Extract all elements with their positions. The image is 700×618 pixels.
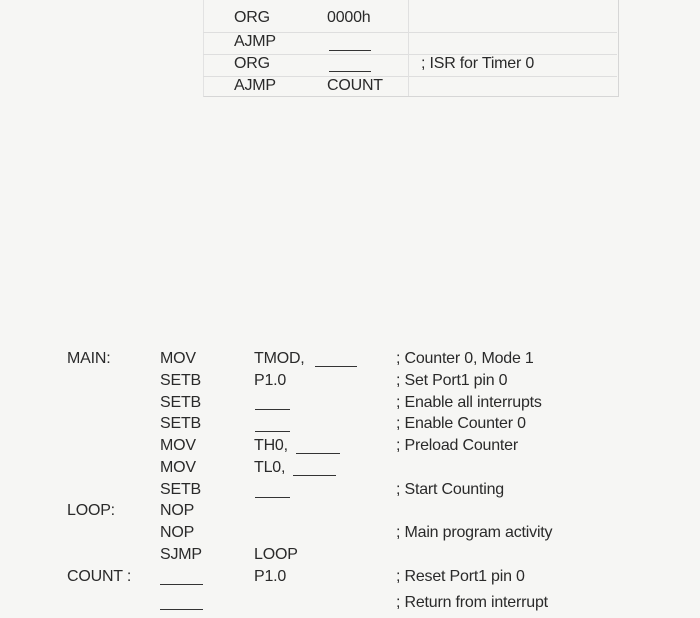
fill-in-blank <box>255 431 290 432</box>
fill-in-blank <box>255 497 290 498</box>
code-mnemonic: SETB <box>160 394 201 411</box>
top-operand: COUNT <box>327 77 383 94</box>
fill-in-blank <box>255 409 290 410</box>
code-mnemonic: SETB <box>160 481 201 498</box>
code-comment: ; Set Port1 pin 0 <box>396 372 508 389</box>
fill-in-blank <box>329 50 371 51</box>
code-mnemonic: NOP <box>160 524 195 541</box>
code-comment: ; Enable all interrupts <box>396 394 542 411</box>
code-comment: ; Return from interrupt <box>396 594 548 611</box>
code-mnemonic: SJMP <box>160 546 202 563</box>
top-comment: ; ISR for Timer 0 <box>421 55 535 72</box>
fill-in-blank <box>160 584 203 585</box>
fill-in-blank <box>296 453 340 454</box>
code-comment: ; Preload Counter <box>396 437 519 454</box>
top-mnemonic: AJMP <box>234 77 276 94</box>
code-comment: ; Start Counting <box>396 481 504 498</box>
code-label: MAIN: <box>67 350 111 367</box>
top-mnemonic: ORG <box>234 9 270 26</box>
code-label: COUNT : <box>67 568 132 585</box>
code-operand: TH0, <box>254 437 288 454</box>
code-operand: TL0, <box>254 459 286 476</box>
top-operand: 0000h <box>327 9 371 26</box>
fill-in-blank <box>293 475 336 476</box>
table-column-divider <box>408 0 409 96</box>
code-operand: P1.0 <box>254 372 287 389</box>
code-comment: ; Main program activity <box>396 524 553 541</box>
code-mnemonic: MOV <box>160 437 196 454</box>
fill-in-blank <box>329 71 371 72</box>
code-mnemonic: MOV <box>160 459 196 476</box>
code-comment: ; Reset Port1 pin 0 <box>396 568 525 585</box>
fill-in-blank <box>160 609 203 610</box>
top-mnemonic: ORG <box>234 55 270 72</box>
code-comment: ; Counter 0, Mode 1 <box>396 350 534 367</box>
code-operand: TMOD, <box>254 350 305 367</box>
top-mnemonic: AJMP <box>234 33 276 50</box>
code-label: LOOP: <box>67 502 115 519</box>
fill-in-blank <box>315 366 357 367</box>
code-operand: P1.0 <box>254 568 287 585</box>
code-comment: ; Enable Counter 0 <box>396 415 526 432</box>
code-mnemonic: NOP <box>160 502 195 519</box>
code-mnemonic: MOV <box>160 350 196 367</box>
code-mnemonic: SETB <box>160 415 201 432</box>
code-mnemonic: SETB <box>160 372 201 389</box>
code-operand: LOOP <box>254 546 298 563</box>
